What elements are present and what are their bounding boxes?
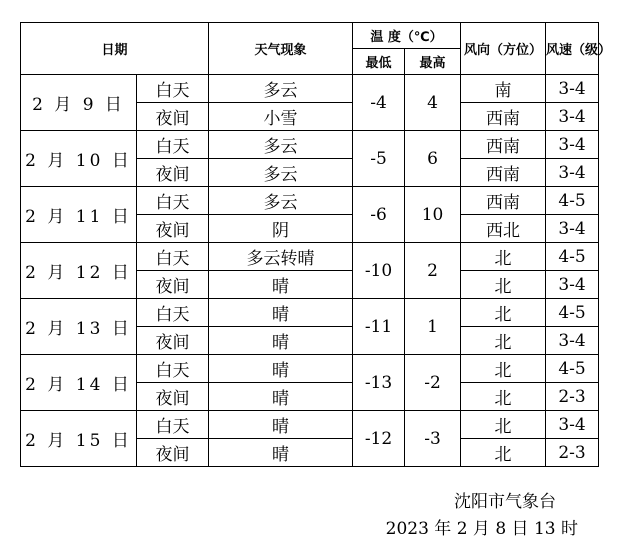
wind-direction-cell: 北 — [461, 299, 546, 327]
wind-direction-cell: 北 — [461, 439, 546, 467]
wind-speed-cell: 4-5 — [546, 355, 599, 383]
wind-direction-cell: 南 — [461, 75, 546, 103]
temp-min-cell: -12 — [353, 411, 405, 467]
period-label: 白天 — [137, 243, 209, 271]
wind-speed-cell: 3-4 — [546, 271, 599, 299]
forecast-body — [21, 75, 599, 467]
wind-speed-cell: 4-5 — [546, 243, 599, 271]
table-row — [21, 355, 599, 383]
table-row — [21, 187, 599, 215]
temp-max-cell: 10 — [405, 187, 461, 243]
weather-cell: 晴 — [209, 299, 353, 327]
temp-min-cell: -11 — [353, 299, 405, 355]
temp-min-cell: -5 — [353, 131, 405, 187]
wind-speed-cell: 3-4 — [546, 327, 599, 355]
wind-direction-cell: 北 — [461, 383, 546, 411]
weather-cell: 多云 — [209, 159, 353, 187]
header-temperature: 温 度（℃） — [353, 23, 461, 49]
temp-max-cell: -2 — [405, 355, 461, 411]
forecast-table — [20, 22, 612, 467]
forecast-date: 2 月 10 日 — [21, 131, 137, 187]
table-row — [21, 411, 599, 439]
wind-direction-cell: 西南 — [461, 131, 546, 159]
period-label: 白天 — [137, 187, 209, 215]
wind-direction-cell: 北 — [461, 327, 546, 355]
weather-cell: 多云转晴 — [209, 243, 353, 271]
wind-direction-cell: 西南 — [461, 159, 546, 187]
weather-cell: 晴 — [209, 327, 353, 355]
forecast-date: 2 月 12 日 — [21, 243, 137, 299]
temp-max-cell: -3 — [405, 411, 461, 467]
temp-max-cell: 6 — [405, 131, 461, 187]
wind-speed-cell: 2-3 — [546, 383, 599, 411]
period-label: 夜间 — [137, 327, 209, 355]
weather-cell: 多云 — [209, 75, 353, 103]
wind-speed-cell: 3-4 — [546, 411, 599, 439]
temp-max-cell: 2 — [405, 243, 461, 299]
temp-min-cell: -10 — [353, 243, 405, 299]
table-row — [21, 243, 599, 271]
issue-time: 2023 年 2 月 8 日 13 时 — [385, 519, 578, 539]
forecast-date: 2 月 13 日 — [21, 299, 137, 355]
period-label: 夜间 — [137, 103, 209, 131]
wind-speed-cell: 4-5 — [546, 299, 599, 327]
table-row — [21, 299, 599, 327]
weather-cell: 小雪 — [209, 103, 353, 131]
weather-cell: 阴 — [209, 215, 353, 243]
wind-speed-cell: 3-4 — [546, 103, 599, 131]
header-date: 日期 — [21, 23, 209, 75]
weather-cell: 多云 — [209, 131, 353, 159]
weather-cell: 晴 — [209, 383, 353, 411]
wind-direction-cell: 北 — [461, 355, 546, 383]
period-label: 夜间 — [137, 383, 209, 411]
header-temp-max: 最高 — [405, 49, 461, 75]
temp-min-cell: -4 — [353, 75, 405, 131]
temp-min-cell: -6 — [353, 187, 405, 243]
temp-max-cell: 4 — [405, 75, 461, 131]
wind-direction-cell: 北 — [461, 243, 546, 271]
wind-speed-cell: 3-4 — [546, 131, 599, 159]
header-weather: 天气现象 — [209, 23, 353, 75]
weather-cell: 多云 — [209, 187, 353, 215]
header-wind-speed: 风速（级） — [546, 23, 599, 75]
forecast-date: 2 月 11 日 — [21, 187, 137, 243]
period-label: 夜间 — [137, 215, 209, 243]
wind-speed-cell: 4-5 — [546, 187, 599, 215]
forecast-date: 2 月 9 日 — [21, 75, 137, 131]
weather-cell: 晴 — [209, 271, 353, 299]
issuer: 沈阳市气象台 — [454, 492, 556, 512]
wind-direction-cell: 西北 — [461, 215, 546, 243]
wind-direction-cell: 北 — [461, 271, 546, 299]
wind-speed-cell: 3-4 — [546, 215, 599, 243]
period-label: 白天 — [137, 411, 209, 439]
period-label: 夜间 — [137, 439, 209, 467]
period-label: 白天 — [137, 299, 209, 327]
period-label: 夜间 — [137, 271, 209, 299]
period-label: 白天 — [137, 131, 209, 159]
wind-direction-cell: 北 — [461, 411, 546, 439]
temp-max-cell: 1 — [405, 299, 461, 355]
weather-cell: 晴 — [209, 355, 353, 383]
header-wind-direction: 风向（方位） — [461, 23, 546, 75]
table-row — [21, 131, 599, 159]
weather-cell: 晴 — [209, 439, 353, 467]
table-row — [21, 75, 599, 103]
period-label: 夜间 — [137, 159, 209, 187]
weather-cell: 晴 — [209, 411, 353, 439]
forecast-date: 2 月 15 日 — [21, 411, 137, 467]
temp-min-cell: -13 — [353, 355, 405, 411]
period-label: 白天 — [137, 355, 209, 383]
wind-direction-cell: 西南 — [461, 187, 546, 215]
wind-speed-cell: 3-4 — [546, 75, 599, 103]
wind-speed-cell: 3-4 — [546, 159, 599, 187]
wind-speed-cell: 2-3 — [546, 439, 599, 467]
forecast-date: 2 月 14 日 — [21, 355, 137, 411]
wind-direction-cell: 西南 — [461, 103, 546, 131]
period-label: 白天 — [137, 75, 209, 103]
header-temp-min: 最低 — [353, 49, 405, 75]
